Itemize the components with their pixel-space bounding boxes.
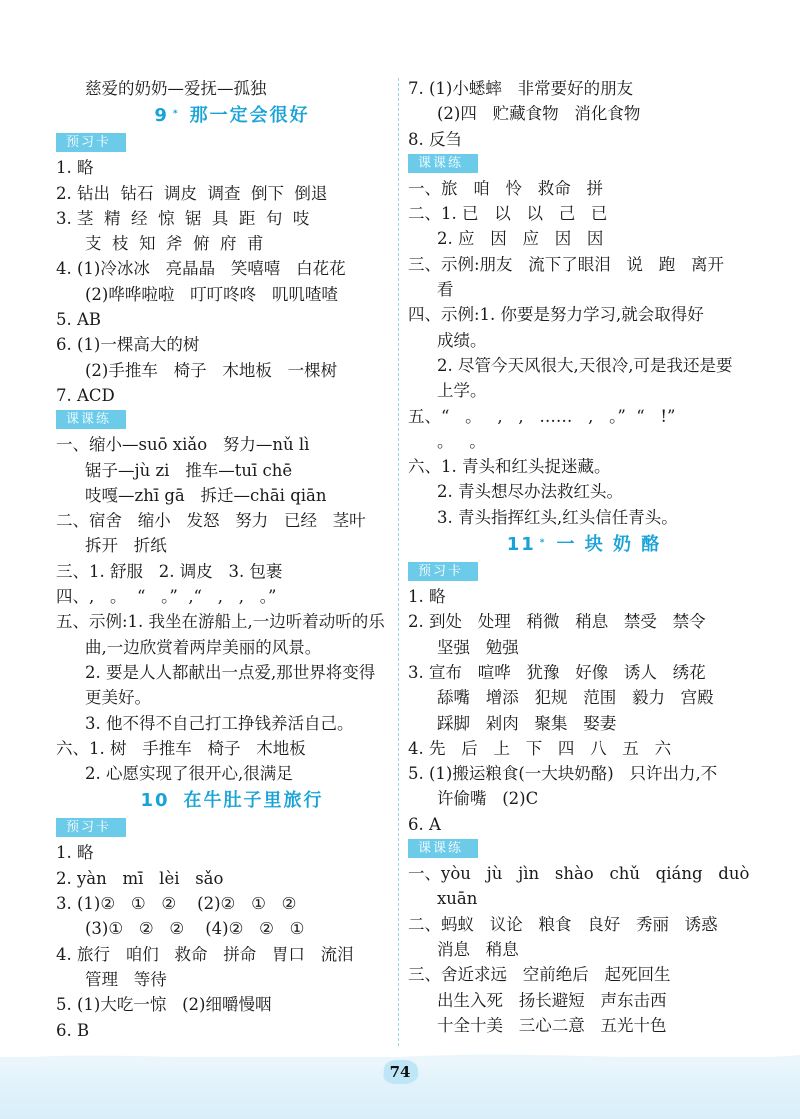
answer-line: 7. ACD	[56, 385, 115, 405]
answer-line: 三、示例:朋友 流下了眼泪 说 跑 离开	[408, 254, 724, 274]
section-badge-row	[56, 408, 408, 432]
section-badge: 预习卡	[56, 818, 126, 837]
answer-line: 二、1. 已 以 以 己 已	[408, 204, 608, 224]
answer-line: 5. AB	[56, 310, 102, 330]
answer-line: 5. (1)大吃一惊 (2)细嚼慢咽	[56, 995, 272, 1015]
answer-line: 6. A	[408, 814, 441, 834]
lesson-name: 一 块 奶 酪	[556, 534, 662, 556]
answer-line: 曲,一边欣赏着两岸美丽的风景。	[85, 637, 322, 657]
answer-line: (2)哗哗啦啦 叮叮咚咚 叽叽喳喳	[85, 284, 338, 304]
answer-line: 慈爱的奶奶—爱抚—孤独	[85, 79, 267, 98]
lesson-name: 在牛肚子里旅行	[183, 790, 324, 812]
answer-line: 出生入死 扬长避短 声东击西	[437, 990, 667, 1010]
answer-line: 2. yàn mī lèi sǎo	[56, 868, 224, 888]
section-badge-row	[56, 816, 408, 840]
answer-line: 看	[437, 280, 454, 300]
answer-line: 6. (1)一棵高大的树	[56, 335, 200, 355]
section-badge-row	[56, 131, 408, 155]
section-badge: 预习卡	[408, 562, 478, 581]
answer-line: 四、, 。 “ 。” ,“ , , 。”	[56, 587, 277, 607]
answer-line: 消息 稍息	[437, 939, 519, 959]
answer-line: 1. 略	[56, 843, 94, 863]
answer-line: 一、旅 咱 怜 救命 拼	[408, 178, 603, 198]
section-badge: 课课练	[408, 839, 478, 858]
answer-line: 十全十美 三心二意 五光十色	[437, 1015, 667, 1035]
left-column	[56, 76, 408, 1043]
answer-line: (3)① ② ② (4)② ② ①	[85, 919, 305, 939]
answer-line: 三、1. 舒服 2. 调皮 3. 包裹	[56, 561, 283, 581]
answer-line: 2. 心愿实现了很开心,很满足	[85, 764, 293, 784]
answer-line: 吱嘎—zhī gā 拆迁—chāi qiān	[85, 485, 327, 505]
section-badge-row	[408, 152, 760, 176]
answer-line: 一、缩小—suō xiǎo 努力—nǔ lì	[56, 435, 310, 455]
answer-line: 。 。	[437, 431, 486, 451]
answer-line: 锯子—jù zi 推车—tuī chē	[85, 460, 293, 480]
answer-line: 2. 应 因 应 因 因	[437, 229, 604, 249]
answer-line: 1. 略	[56, 158, 94, 178]
lesson-star-mark: *	[539, 538, 547, 549]
answer-line: 3. 他不得不自己打工挣钱养活自己。	[85, 713, 354, 733]
answer-line: 2. 到处 处理 稍微 稍息 禁受 禁令	[408, 612, 706, 632]
answer-line: xuān	[437, 889, 478, 909]
section-badge-row	[408, 560, 760, 584]
answer-line: 二、蚂蚁 议论 粮食 良好 秀丽 诱惑	[408, 914, 718, 934]
lesson-name: 那一定会很好	[189, 105, 310, 127]
section-badge-row	[408, 837, 760, 861]
right-column	[408, 76, 760, 1038]
answer-line: 更美好。	[85, 688, 151, 708]
answer-line: (2)手推车 椅子 木地板 一棵树	[85, 360, 338, 380]
answer-line: 坚强 勉强	[437, 637, 519, 657]
lesson-title	[56, 786, 408, 816]
lesson-number: 11	[506, 534, 536, 556]
answer-line: 3. 茎 精 经 惊 锯 具 距 句 吱	[56, 208, 310, 228]
answer-line: 5. (1)搬运粮食(一大块奶酪) 只许出力,不	[408, 764, 718, 784]
answer-line: 三、舍近求远 空前绝后 起死回生	[408, 965, 671, 985]
lesson-number: 9	[154, 105, 169, 127]
page-number-badge	[376, 1058, 424, 1086]
lesson-number: 10	[140, 790, 170, 812]
section-badge: 课课练	[56, 410, 126, 429]
answer-line: 一、yòu jù jìn shào chǔ qiáng duò	[408, 864, 750, 884]
section-badge: 预习卡	[56, 133, 126, 152]
lesson-star-mark: *	[172, 109, 180, 120]
answer-line: 3. 青头指挥红头,红头信任青头。	[437, 507, 678, 527]
answer-line: 五、“ 。 , , …… , 。” “ !”	[408, 406, 676, 426]
answer-line: 上学。	[437, 381, 487, 401]
answer-line: 2. 钻出 钻石 调皮 调查 倒下 倒退	[56, 183, 328, 203]
answer-line: 二、宿舍 缩小 发怒 努力 已经 茎叶	[56, 511, 366, 531]
column-divider	[398, 78, 399, 1046]
answer-line: 1. 略	[408, 587, 446, 607]
answer-line: 管理 等待	[85, 969, 167, 989]
lesson-title	[56, 101, 408, 131]
answer-line: 3. 宣布 喧哗 犹豫 好像 诱人 绣花	[408, 662, 706, 682]
lesson-title	[408, 530, 760, 560]
answer-line: 六、1. 青头和红头捉迷藏。	[408, 457, 611, 477]
answer-line: 2. 尽管今天风很大,天很冷,可是我还是要	[437, 355, 733, 375]
answer-line: 2. 青头想尽办法救红头。	[437, 482, 623, 502]
answer-line: 2. 要是人人都献出一点爱,那世界将变得	[85, 662, 376, 682]
answer-line: 成绩。	[437, 330, 487, 350]
section-badge: 课课练	[408, 154, 478, 173]
answer-line: 舔嘴 增添 犯规 范围 毅力 宫殿	[437, 688, 714, 708]
answer-line: 7. (1)小蟋蟀 非常要好的朋友	[408, 79, 634, 98]
answer-line: 许偷嘴 (2)C	[437, 789, 539, 809]
answer-line: 4. 先 后 上 下 四 八 五 六	[408, 738, 672, 758]
answer-line: 6. B	[56, 1020, 90, 1040]
answer-line: 六、1. 树 手推车 椅子 木地板	[56, 738, 306, 758]
page-number: 74	[389, 1063, 411, 1081]
answer-line: 五、示例:1. 我坐在游船上,一边听着动听的乐	[56, 612, 385, 632]
answer-line: 拆开 折纸	[85, 536, 167, 556]
answer-line: 4. 旅行 咱们 救命 拼命 胃口 流泪	[56, 944, 354, 964]
answer-line: 3. (1)② ① ② (2)② ① ②	[56, 894, 297, 914]
answer-line: 8. 反刍	[408, 129, 462, 149]
answer-line: 踩脚 剁肉 聚集 娶妻	[437, 713, 617, 733]
answer-line: (2)四 贮藏食物 消化食物	[437, 104, 641, 124]
answer-line: 四、示例:1. 你要是努力学习,就会取得好	[408, 305, 704, 325]
answer-line: 4. (1)冷冰冰 亮晶晶 笑嘻嘻 白花花	[56, 259, 346, 279]
answer-line: 支 枝 知 斧 俯 府 甫	[85, 234, 264, 254]
